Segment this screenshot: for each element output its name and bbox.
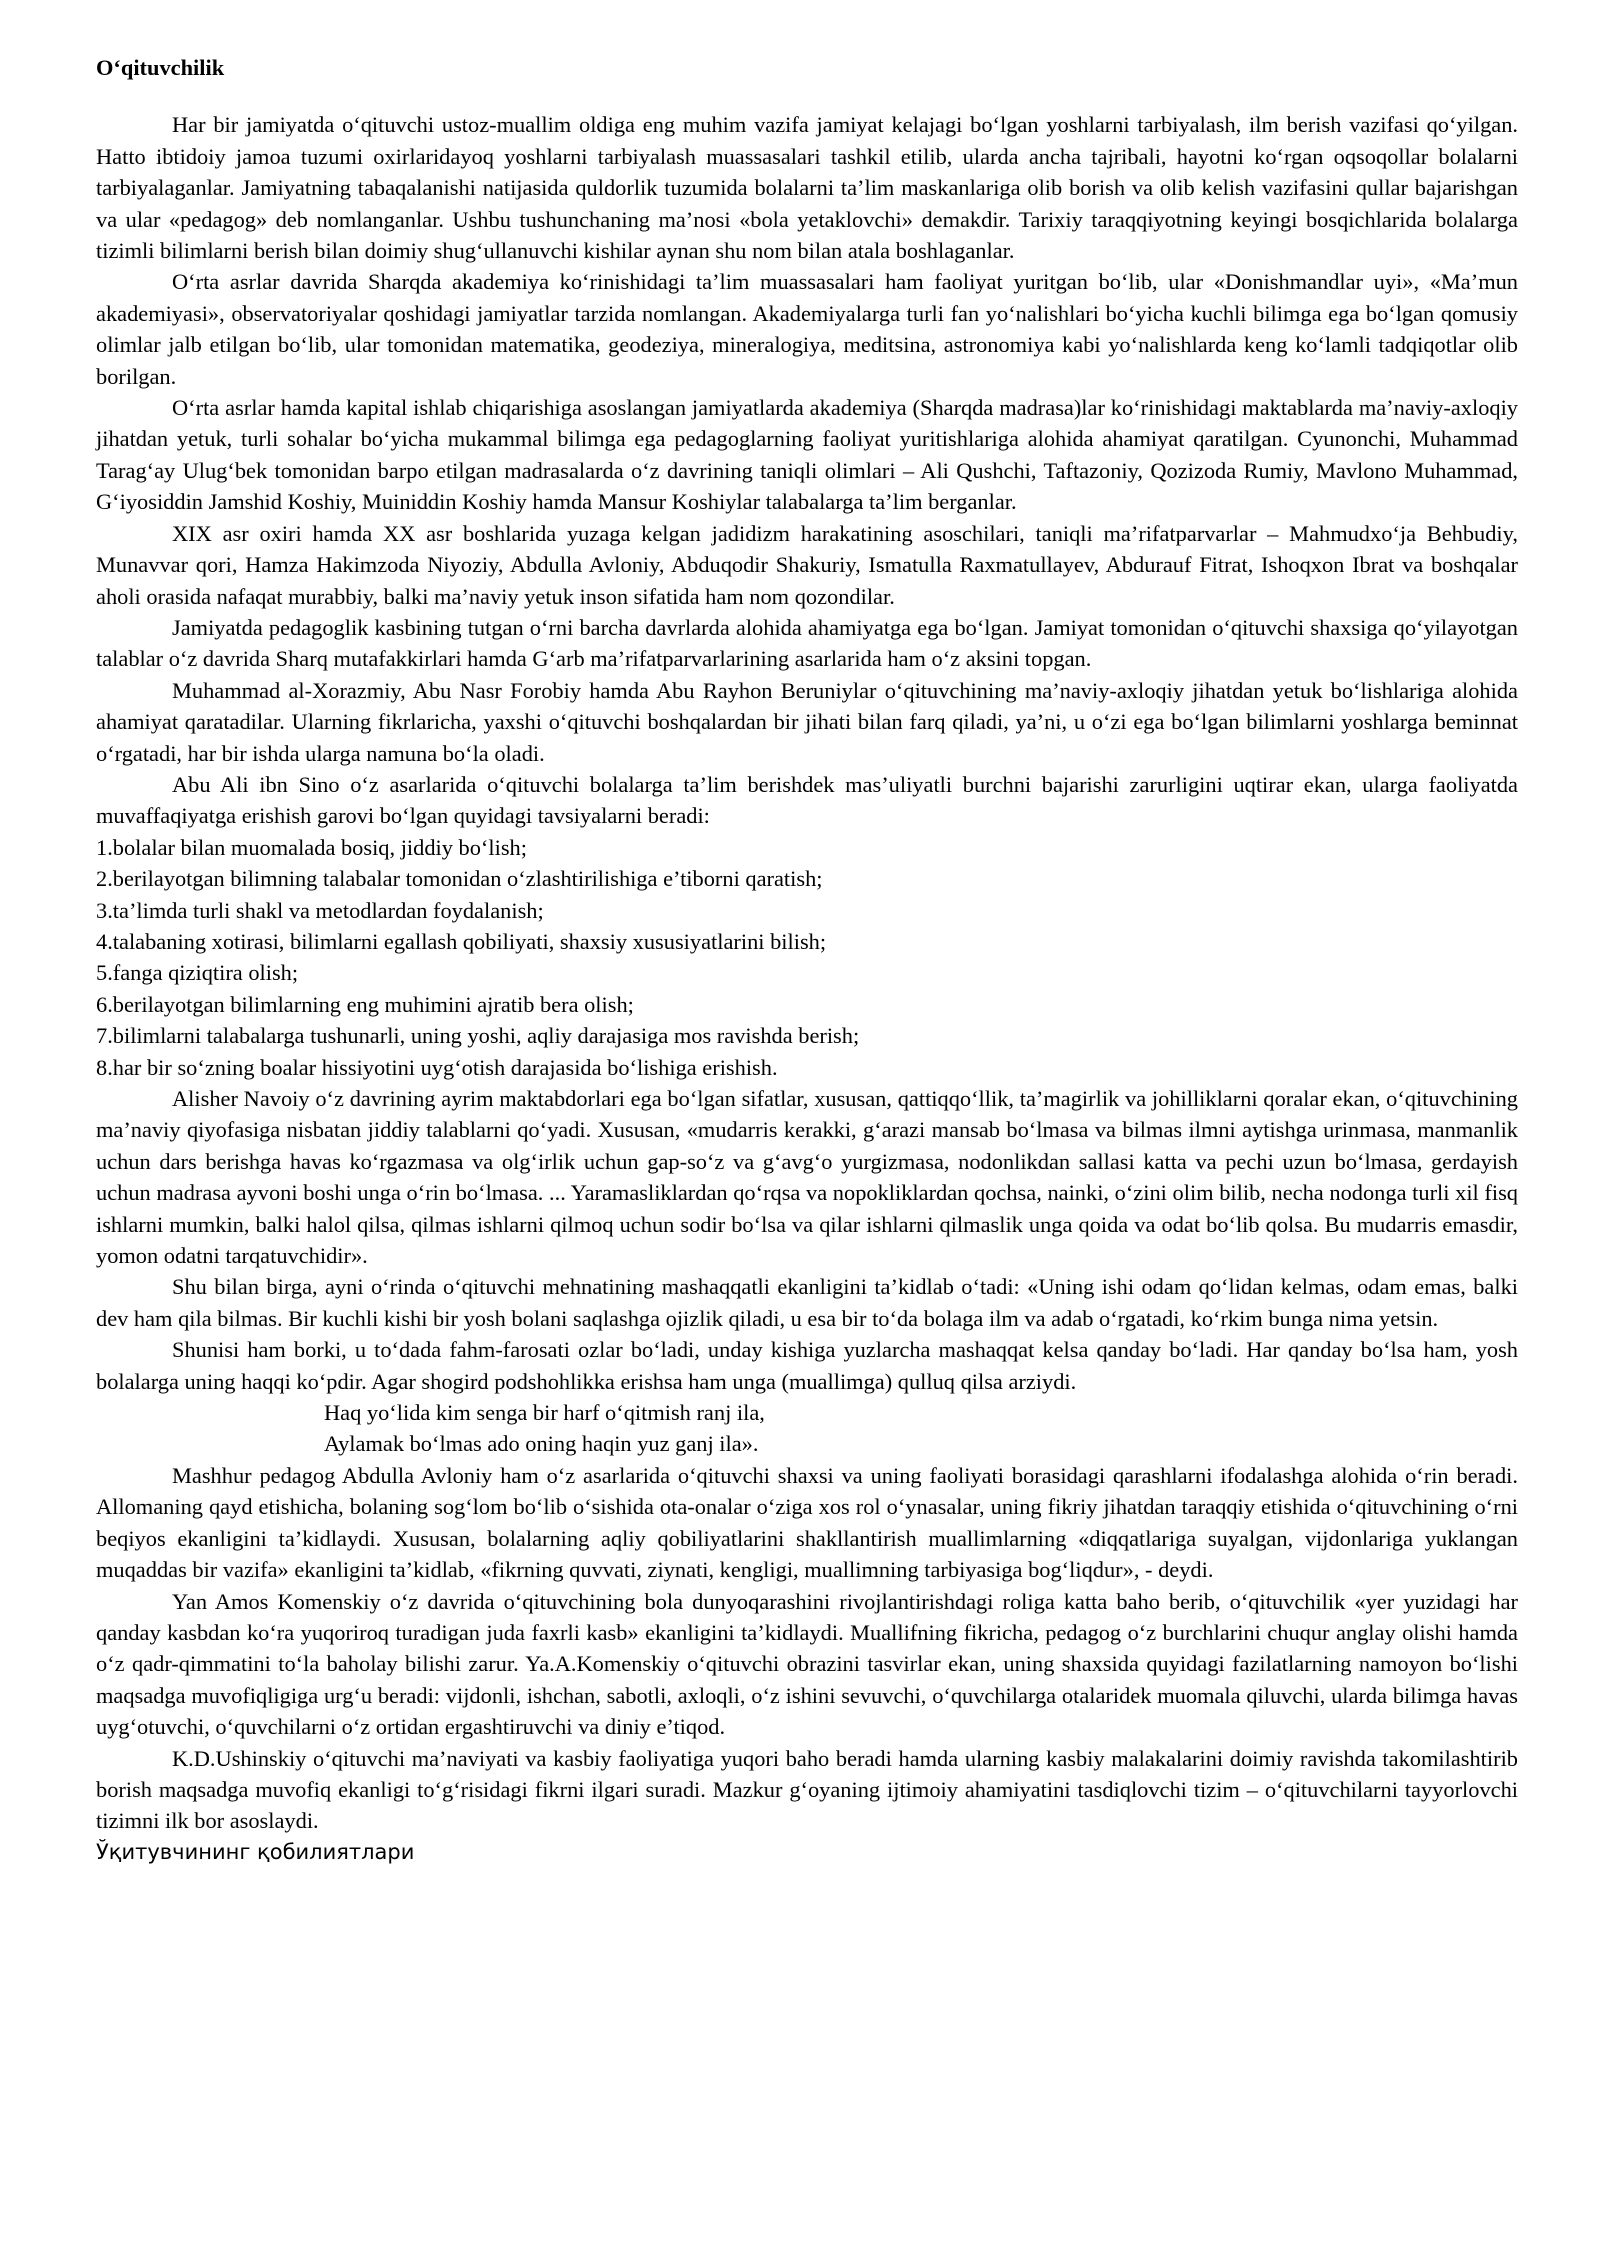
paragraph: Shu bilan birga, ayni oʻrinda oʻqituvchi mehnatining mashaqqatli ekanligini ta’kidlab oʻtadi: «Uning ishi odam qoʻlidan kelmas, odam emas, balki dev ham qila bilmas. Bir kuchli kishi bir yosh bolani saqlashga ojizlik qiladi, u esa bir toʻda bolaga ilm va adab oʻrgatadi, koʻrkim bunga nima yetsin. <box>96 1274 1518 1331</box>
list-item: 7.bilimlarni talabalarga tushunarli, uning yoshi, aqliy darajasiga mos ravishda berish; <box>96 1023 860 1049</box>
paragraph: Shunisi ham borki, u toʻdada fahm-farosati ozlar boʻladi, unday kishiga yuzlarcha mashaqqat kelsa qanday boʻladi. Har qanday boʻlsa ham, yosh bolalarga uning haqqi koʻpdir. Agar shogird podshohlikka erishsa ham unga (muallimga) qulluq qilsa arziydi. <box>96 1337 1518 1394</box>
paragraph: Abu Ali ibn Sino oʻz asarlarida oʻqituvchi bolalarga ta’lim berishdek mas’uliyatli burchni bajarishi zarurligini uqtirar ekan, ularga faoliyatda muvaffaqiyatga erishish garovi boʻlgan quyidagi tavsiyalarni beradi: <box>96 771 1518 829</box>
paragraph: Alisher Navoiy oʻz davrining ayrim maktabdorlari ega boʻlgan sifatlar, xususan, qattiqqoʻllik, ta’magirlik va johilliklarni qoralar ekan, oʻqituvchining ma’naviy qiyofasiga nisbatan jiddiy talablarni qoʻyadi. Xususan, «mudarris kerakki, gʻarazi mansab boʻlmasa va bilmas ilmni aytishga urinmasa, manmanlik uchun dars berishga havas koʻrgazmasa va olgʻirlik uchun gap-soʻz va gʻavgʻo yurgizmasa, nodonlikdan sallasi katta va pechi uzun boʻlmasa, gerdayish uchun madrasa ayvoni boshi unga oʻrin boʻlmasa. ... Yaramasliklardan qoʻrqsa va nopokliklardan qochsa, nainki, oʻzini olim bilib, necha nodonga turli xil fisq ishlarni mumkin, balki halol qilsa, qilmas ishlarni qilmoq uchun sodir boʻlsa va qilar ishlarni qilmaslik unga qoida va odat boʻlib qolsa. Bu mudarris emasdir, yomon odatni tarqatuvchidir». <box>96 1086 1518 1269</box>
list-item: 5.fanga qiziqtira olish; <box>96 960 299 986</box>
document-page <box>96 52 1518 1868</box>
paragraph: XIX asr oxiri hamda XX asr boshlarida yuzaga kelgan jadidizm harakatining asoschilari, taniqli ma’rifatparvarlar – Mahmudxoʻja Behbudiy, Munavvar qori, Hamza Hakimzoda Niyoziy, Abdulla Avloniy, Abduqodir Shakuriy, Ismatulla Raxmatullayev, Abdurauf Fitrat, Ishoqxon Ibrat va boshqalar aholi orasida nafaqat murabbiy, balki ma’naviy yetuk inson sifatida ham nom qozondilar. <box>96 520 1518 609</box>
list-item: 2.berilayotgan bilimning talabalar tomonidan oʻzlashtirilishiga e’tiborni qaratish; <box>96 866 823 892</box>
list-item: 3.ta’limda turli shakl va metodlardan foydalanish; <box>96 897 544 923</box>
poem-line: Haq yoʻlida kim senga bir harf oʻqitmish ranj ila, <box>324 1400 765 1426</box>
paragraph: Mashhur pedagog Abdulla Avloniy ham oʻz asarlarida oʻqituvchi shaxsi va uning faoliyati borasidagi qarashlarni ifodalashga alohida oʻrin beradi. Allomaning qayd etishicha, bolaning sogʻlom boʻlib oʻsishida ota-onalar oʻziga xos rol oʻynasalar, uning fikriy jihatdan taraqqiy etishida oʻqituvchining oʻrni beqiyos ekanligini ta’kidlaydi. Xususan, bolalarning aqliy qobiliyatlarini shakllantirish muallimlarning «diqqatlariga suyalgan, vijdonlariga yuklangan muqaddas bir vazifa» ekanligini ta’kidlab, «fikrning quvvati, ziynati, kengligi, muallimning tarbiyasiga bogʻliqdur», - deydi. <box>96 1462 1518 1583</box>
paragraph: Oʻrta asrlar hamda kapital ishlab chiqarishiga asoslangan jamiyatlarda akademiya (Sharqda madrasa)lar koʻrinishidagi maktablarda ma’naviy-axloqiy jihatdan yetuk, turli sohalar boʻyicha mukammal bilimga ega pedagoglarning faoliyat yuritishlariga alohida ahamiyat qaratilgan. Cyunonchi, Muhammad Taragʻay Ulugʻbek tomonidan barpo etilgan madrasalarda oʻz davrining taniqli olimlari – Ali Qushchi, Taftazoniy, Qozizoda Rumiy, Mavlono Muhammad, Gʻiyosiddin Jamshid Koshiy, Muiniddin Koshiy hamda Mansur Koshiylar talabalarga ta’lim berganlar. <box>96 395 1518 515</box>
poem-line: Aylamak boʻlmas ado oning haqin yuz ganj ila». <box>324 1431 759 1457</box>
list-item: 6.berilayotgan bilimlarning eng muhimini ajratib bera olish; <box>96 991 634 1017</box>
poem-quote <box>96 1397 1518 1460</box>
paragraph: K.D.Ushinskiy oʻqituvchi ma’naviyati va kasbiy faoliyatiga yuqori baho beradi hamda ularning kasbiy malakalarini doimiy ravishda takomilashtirib borish maqsadga muvofiq ekanligi toʻgʻrisidagi fikrni ilgari suradi. Mazkur gʻoyaning ijtimoiy ahamiyatini tasdiqlovchi tizim – oʻqituvchilarni tayyorlovchi tizimni ilk bor asoslaydi. <box>96 1745 1518 1834</box>
paragraph: Muhammad al-Xorazmiy, Abu Nasr Forobiy hamda Abu Rayhon Beruniylar oʻqituvchining ma’naviy-axloqiy jihatdan yetuk boʻlishlariga alohida ahamiyat qaratadilar. Ularning fikrlaricha, yaxshi oʻqituvchi boshqalardan bir jihati bilan farq qiladi, ya’ni, u oʻzi ega boʻlgan bilimlarni yoshlarga beminnat oʻrgatadi, har bir ishda ularga namuna boʻla oladi. <box>96 677 1518 766</box>
section-heading: Ўқитувчининг қобилиятлари <box>96 1839 415 1864</box>
paragraph: Oʻrta asrlar davrida Sharqda akademiya koʻrinishidagi ta’lim muassasalari ham faoliyat yuritgan boʻlib, ular «Donishmandlar uyi», «Ma’mun akademiyasi», observatoriyalar qoshidagi jamiyatlar tarzida nomlangan. Akademiyalarga turli fan yoʻnalishlari boʻyicha kuchli bilimga ega boʻlgan qomusiy olimlar jalb etilgan boʻlib, ular tomonidan matematika, geodeziya, mineralogiya, meditsina, astronomiya kabi yoʻnalishlarda keng koʻlamli tadqiqotlar olib borilgan. <box>96 269 1518 389</box>
paragraph: Har bir jamiyatda oʻqituvchi ustoz-muallim oldiga eng muhim vazifa jamiyat kelajagi boʻlgan yoshlarni tarbiyalash, ilm berish vazifasi qoʻyilgan. Hatto ibtidoiy jamoa tuzumi oxirlaridayoq yoshlarni tarbiyalash muassasalari tashkil etilib, ularda ancha tajribali, hayotni koʻrgan oqsoqollar bolalarni tarbiyalaganlar. Jamiyatning tabaqalanishi natijasida quldorlik tuzumida bolalarni ta’lim maskanlariga olib borish va olib kelish vazifasini qullar bajarishgan va ular «pedagog» deb nomlanganlar. Ushbu tushunchaning ma’nosi «bola yetaklovchi» demakdir. Tarixiy taraqqiyotning keyingi bosqichlarida bolalarga tizimli bilimlarni berish bilan doimiy shugʻullanuvchi kishilar aynan shu nom bilan atala boshlaganlar. <box>96 112 1518 264</box>
recommendations-list <box>96 832 1518 1083</box>
list-item: 4.talabaning xotirasi, bilimlarni egallash qobiliyati, shaxsiy xususiyatlarini bilish; <box>96 928 827 954</box>
paragraph: Jamiyatda pedagoglik kasbining tutgan oʻrni barcha davrlarda alohida ahamiyatga ega boʻlgan. Jamiyat tomonidan oʻqituvchi shaxsiga qoʻyilayotgan talablar oʻz davrida Sharq mutafakkirlari hamda Gʻarb ma’rifatparvarlarining asarlarida ham oʻz aksini topgan. <box>96 614 1518 672</box>
document-title: Oʻqituvchilik <box>96 55 225 80</box>
list-item: 1.bolalar bilan muomalada bosiq, jiddiy boʻlish; <box>96 834 527 860</box>
list-item: 8.har bir soʻzning boalar hissiyotini uygʻotish darajasida boʻlishiga erishish. <box>96 1054 778 1080</box>
paragraph: Yan Amos Komenskiy oʻz davrida oʻqituvchining bola dunyoqarashini rivojlantirishdagi roliga katta baho berib, oʻqituvchilik «yer yuzidagi har qanday kasbdan koʻra yuqoriroq turadigan juda faxrli kasb» ekanligini ta’kidlaydi. Muallifning fikricha, pedagog oʻz burchlarini chuqur anglay olishi hamda oʻz qadr-qimmatini toʻla baholay bilishi zarur. Ya.A.Komenskiy oʻqituvchi obrazini tasvirlar ekan, uning shaxsida quyidagi fazilatlarning namoyon boʻlishi maqsadga muvofiqligiga urgʻu beradi: vijdonli, ishchan, sabotli, axloqli, oʻz ishini sevuvchi, oʻquvchilarga otalaridek muomala qiluvchi, ularda bilimga havas uygʻotuvchi, oʻquvchilarni oʻz ortidan ergashtiruvchi va diniy e’tiqod. <box>96 1588 1518 1740</box>
